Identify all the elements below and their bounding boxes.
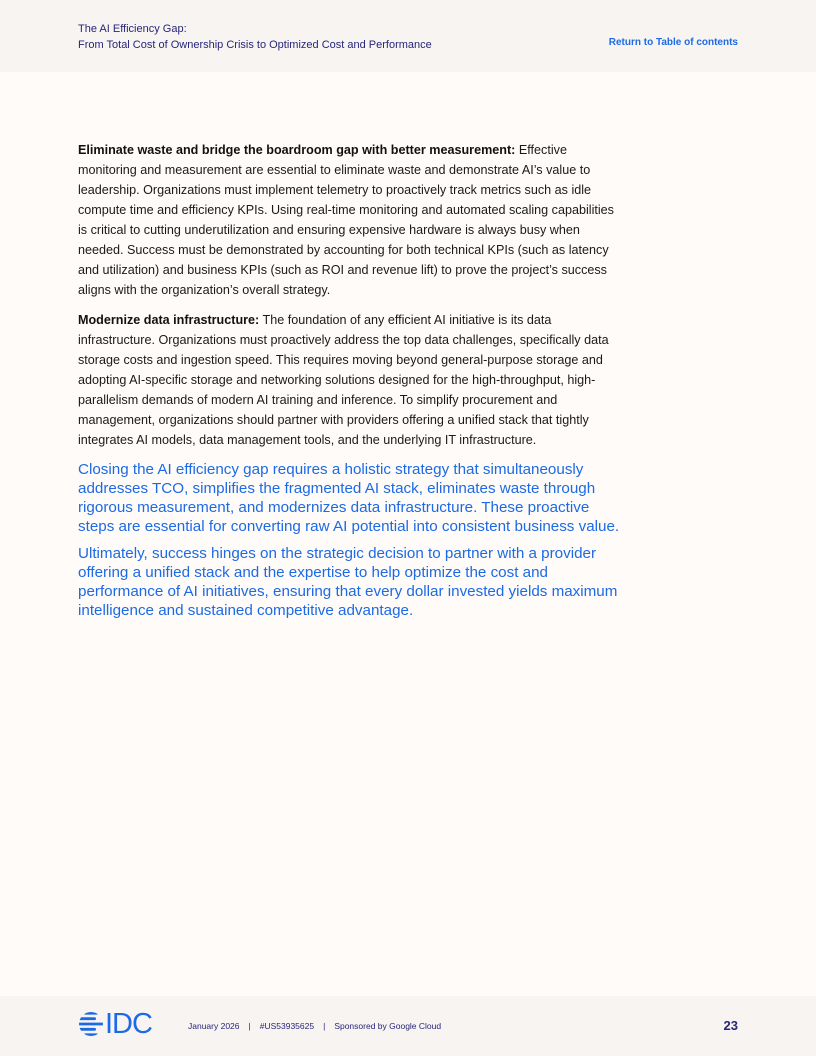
footer-meta	[188, 1021, 441, 1031]
idc-logo-text: IDC	[105, 1008, 152, 1040]
paragraph-measurement	[78, 140, 626, 300]
page-header	[0, 0, 816, 72]
sponsor-note: Sponsored by Google Cloud	[334, 1021, 442, 1031]
document-title-line1: The AI Efficiency Gap:	[78, 23, 187, 35]
publication-date: January 2026	[188, 1021, 240, 1031]
page-number: 23	[723, 1018, 738, 1033]
idc-logo	[78, 1009, 152, 1039]
document-title-line2: From Total Cost of Ownership Crisis to Optimized Cost and Performance	[78, 39, 432, 51]
paragraph-lead: Eliminate waste and bridge the boardroom gap with better measurement:	[78, 143, 516, 157]
separator: |	[248, 1021, 251, 1031]
document-id: #US53935625	[259, 1021, 315, 1031]
callout-holistic-strategy: Closing the AI efficiency gap requires a holistic strategy that simultaneously addresses TCO, simplifies the fragmented AI stack, eliminates waste through rigorous measurement, and modernizes data infrastructure. These proactive steps are essential for converting raw AI potential into consistent business value.	[78, 461, 620, 535]
callout-conclusion: Ultimately, success hinges on the strategic decision to partner with a provider offering a unified stack and the expertise to help optimize the cost and performance of AI initiatives, ensuring that every dollar invested yields maximum intelligence and sustained competitive advantage.	[78, 545, 618, 619]
separator: |	[323, 1021, 326, 1031]
paragraph-data-infrastructure	[78, 310, 626, 450]
paragraph-text: Effective monitoring and measurement are essential to eliminate waste and demonstrate AI’s value to leadership. Organizations must implement telemetry to proactively track metrics such as idle compute time and efficiency KPIs. Using real-time monitoring and automated scaling capabilities is critical to cutting underutilization and ensuring expensive hardware is always busy when needed. Success must be demonstrated by accounting for both technical KPIs (such as latency and utilization) and business KPIs (such as ROI and revenue lift) to prove the project’s success aligns with the organization’s overall strategy.	[78, 143, 614, 297]
return-to-toc-link[interactable]: Return to Table of contents	[608, 37, 738, 48]
paragraph-lead: Modernize data infrastructure:	[78, 313, 260, 327]
paragraph-text: The foundation of any efficient AI initiative is its data infrastructure. Organizations must proactively address the top data challenges, specifically data storage costs and ingestion speed. This requires moving beyond general-purpose storage and adopting AI-specific storage and networking solutions designed for the high-throughput, high-parallelism demands of modern AI training and inference. To simplify procurement and management, organizations should partner with providers offering a unified stack that tightly integrates AI models, data management tools, and the underlying IT infrastructure.	[78, 313, 609, 447]
page-footer	[0, 996, 816, 1056]
globe-stripes-icon	[78, 1011, 104, 1037]
main-content	[78, 140, 626, 628]
document-title	[78, 21, 432, 53]
